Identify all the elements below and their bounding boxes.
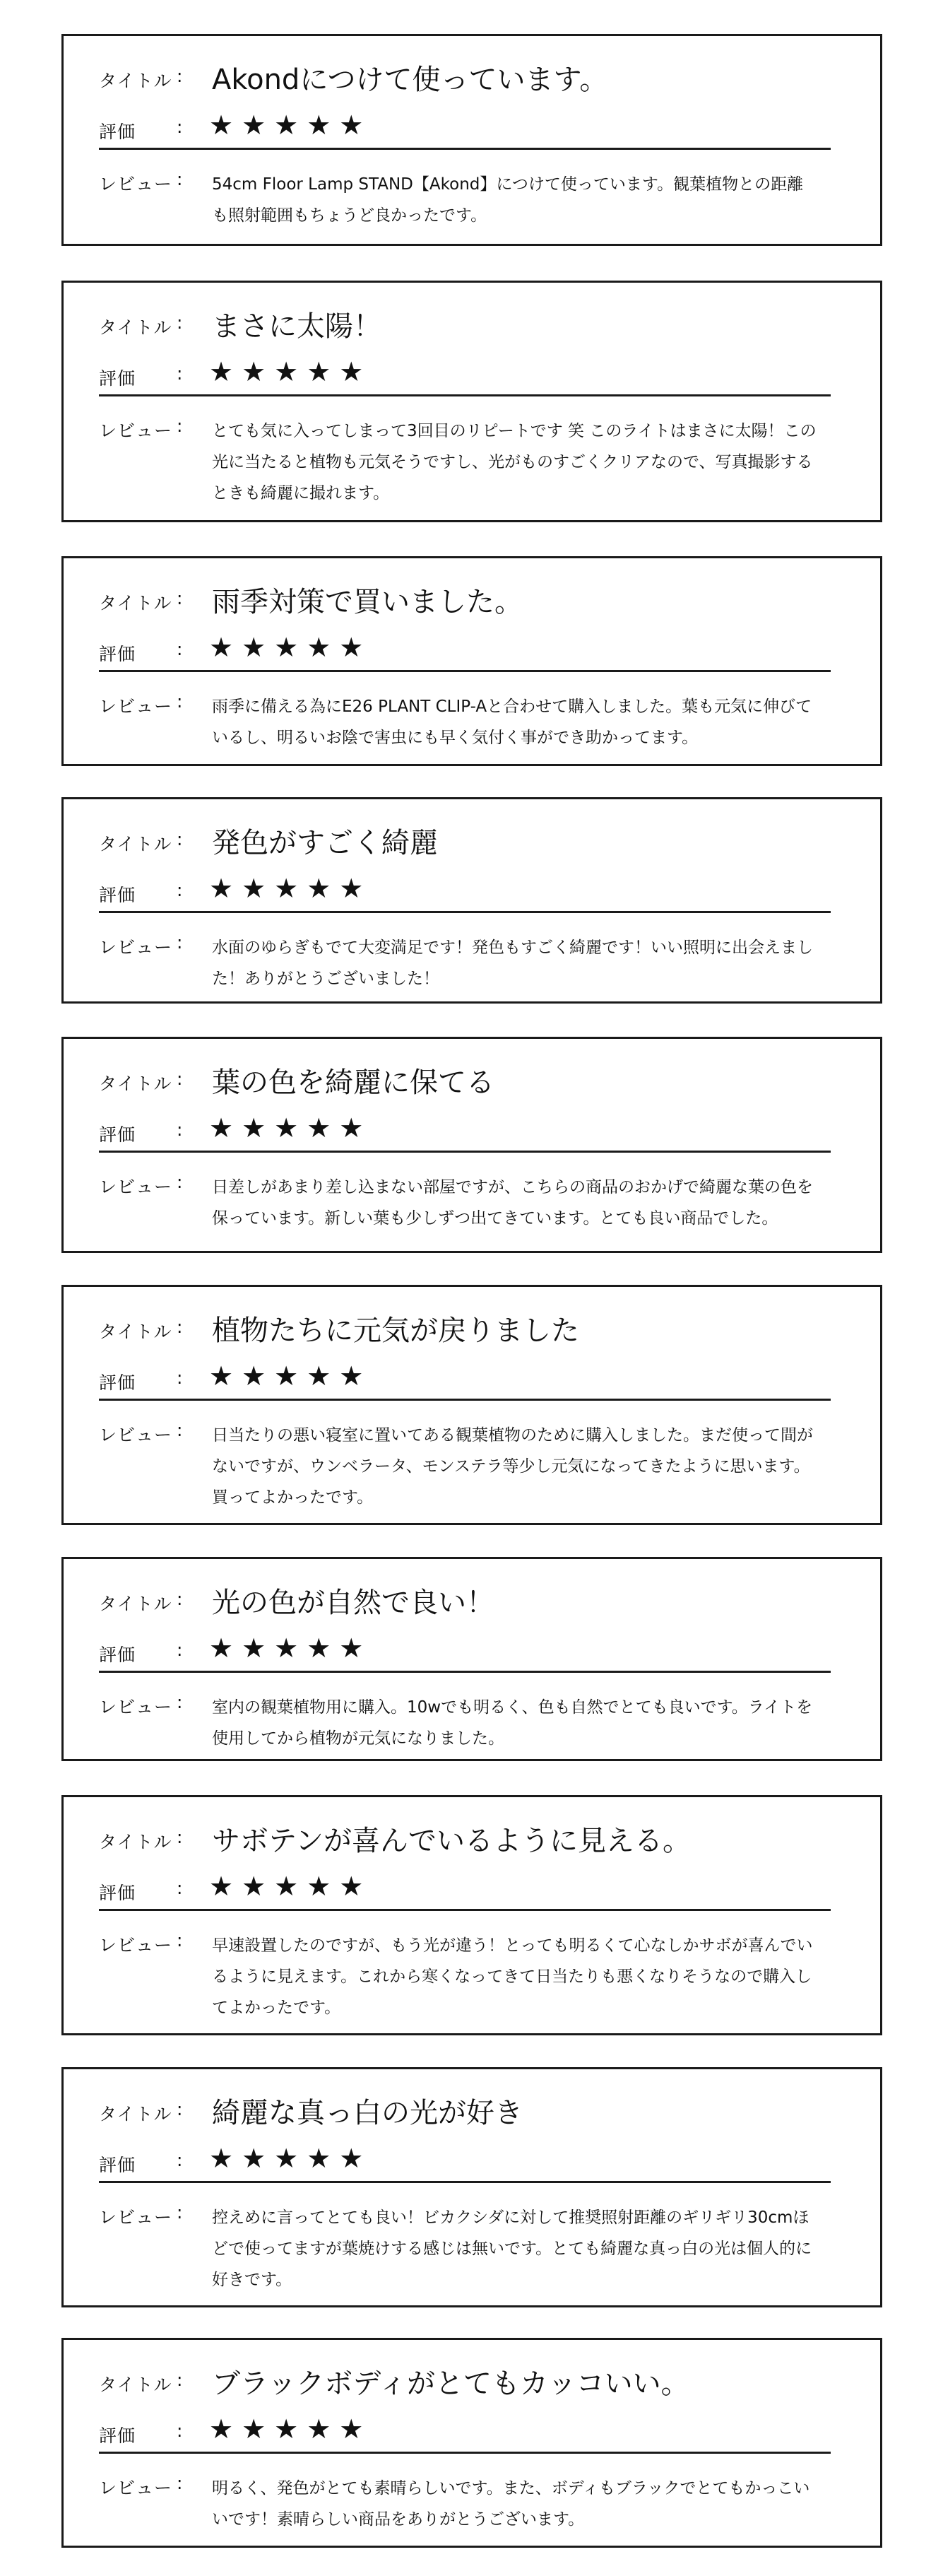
review-colon: : bbox=[177, 1420, 183, 1440]
review-label: レビュー bbox=[99, 174, 173, 194]
review-card bbox=[61, 2067, 882, 2307]
review-card bbox=[61, 1037, 882, 1253]
review-body: 室内の観葉植物用に購入。10wでも明るく、色も自然でとても良いです。ライトを使用してから植物が元気になりました。 bbox=[212, 1698, 813, 1748]
review-label: レビュー bbox=[99, 696, 173, 717]
review-label: レビュー bbox=[99, 420, 173, 441]
review-body: 控えめに言ってとても良い！ビカクシダに対して推奨照射距離のギリギリ30cmほどで使ってますが葉焼けする感じは無いです。とても綺麗な真っ白の光は個人的に好きです。 bbox=[212, 2209, 812, 2289]
rating-colon: : bbox=[177, 1640, 183, 1660]
review-body: 水面のゆらぎもでて大変満足です！発色もすごく綺麗です！いい照明に出会えました！ありがとうございました！ bbox=[212, 939, 813, 988]
title-label: タイトル bbox=[99, 1074, 172, 1094]
review-label: レビュー bbox=[99, 2478, 173, 2498]
title-label: タイトル bbox=[99, 1322, 172, 1342]
rating-stars: ★★★★★ bbox=[209, 1360, 372, 1392]
review-title: 葉の色を綺麗に保てる bbox=[212, 1066, 494, 1099]
review-card bbox=[61, 281, 882, 522]
rating-label: 評価 bbox=[99, 1372, 136, 1393]
rating-colon: : bbox=[177, 880, 183, 900]
rating-stars: ★★★★★ bbox=[209, 632, 372, 663]
review-label: レビュー bbox=[99, 1425, 173, 1445]
review-colon: : bbox=[177, 1692, 183, 1712]
title-colon: : bbox=[177, 1317, 183, 1337]
review-title: Akondにつけて使っています。 bbox=[212, 64, 608, 96]
rating-colon: : bbox=[177, 117, 183, 137]
title-colon: : bbox=[177, 588, 183, 608]
review-card bbox=[61, 1795, 882, 2035]
review-title: ブラックボディがとてもカッコいい。 bbox=[212, 2368, 689, 2400]
rating-stars: ★★★★★ bbox=[209, 2413, 372, 2445]
rating-divider bbox=[99, 2181, 831, 2183]
review-card bbox=[61, 1285, 882, 1525]
rating-divider bbox=[99, 148, 831, 150]
review-title: まさに太陽！ bbox=[212, 310, 381, 343]
review-card bbox=[61, 34, 882, 246]
rating-label: 評価 bbox=[99, 1645, 136, 1665]
rating-colon: : bbox=[177, 2421, 183, 2441]
rating-divider bbox=[99, 1151, 831, 1153]
rating-label: 評価 bbox=[99, 644, 136, 664]
review-card bbox=[61, 1557, 882, 1761]
review-label: レビュー bbox=[99, 1697, 173, 1717]
review-title: 植物たちに元気が戻りました bbox=[212, 1315, 579, 1347]
title-colon: : bbox=[177, 1069, 183, 1089]
title-label: タイトル bbox=[99, 2104, 172, 2124]
rating-stars: ★★★★★ bbox=[209, 1871, 372, 1902]
rating-label: 評価 bbox=[99, 1124, 136, 1145]
review-body: とても気に入ってしまって3回目のリピートです 笑 このライトはまさに太陽！この光に当たると植物も元気そうですし、光がものすごくクリアなので、写真撮影するときも綺麗に撮れます。 bbox=[212, 422, 817, 502]
review-title: 雨季対策で買いました。 bbox=[212, 586, 523, 618]
rating-divider bbox=[99, 1399, 831, 1401]
title-colon: : bbox=[177, 2370, 183, 2390]
rating-divider bbox=[99, 1909, 831, 1911]
review-label: レビュー bbox=[99, 1177, 173, 1197]
rating-divider bbox=[99, 670, 831, 672]
review-colon: : bbox=[177, 1172, 183, 1192]
rating-label: 評価 bbox=[99, 1883, 136, 1903]
rating-label: 評価 bbox=[99, 122, 136, 142]
title-colon: : bbox=[177, 1589, 183, 1609]
rating-colon: : bbox=[177, 2150, 183, 2170]
title-colon: : bbox=[177, 2099, 183, 2119]
review-colon: : bbox=[177, 2473, 183, 2493]
title-label: タイトル bbox=[99, 1594, 172, 1614]
review-body: 雨季に備える為にE26 PLANT CLIP-Aと合わせて購入しました。葉も元気に伸びているし、明るいお陰で害虫にも早く気付く事ができ助かってます。 bbox=[212, 698, 812, 747]
title-label: タイトル bbox=[99, 593, 172, 613]
review-colon: : bbox=[177, 932, 183, 953]
review-body: 日当たりの悪い寝室に置いてある観葉植物のために購入しました。まだ使って間がないですが、ウンベラータ、モンステラ等少し元気になってきたように思います。買ってよかったです。 bbox=[212, 1426, 813, 1507]
rating-colon: : bbox=[177, 1878, 183, 1898]
rating-colon: : bbox=[177, 1119, 183, 1140]
review-colon: : bbox=[177, 691, 183, 712]
review-card bbox=[61, 2338, 882, 2548]
review-title: サボテンが喜んでいるように見える。 bbox=[212, 1825, 691, 1857]
rating-label: 評価 bbox=[99, 885, 136, 905]
rating-divider bbox=[99, 394, 831, 396]
review-colon: : bbox=[177, 169, 183, 189]
title-label: タイトル bbox=[99, 71, 172, 91]
review-body: 54cm Floor Lamp STAND【Akond】につけて使っています。観葉植物との距離も照射範囲もちょうど良かったです。 bbox=[212, 175, 804, 225]
rating-colon: : bbox=[177, 639, 183, 659]
title-colon: : bbox=[177, 66, 183, 86]
rating-colon: : bbox=[177, 1368, 183, 1388]
review-colon: : bbox=[177, 416, 183, 436]
title-label: タイトル bbox=[99, 834, 172, 854]
review-colon: : bbox=[177, 1930, 183, 1951]
review-body: 日差しがあまり差し込まない部屋ですが、こちらの商品のおかげで綺麗な葉の色を保っています。新しい葉も少しずつ出てきています。とても良い商品でした。 bbox=[212, 1178, 813, 1228]
review-card bbox=[61, 797, 882, 1004]
rating-stars: ★★★★★ bbox=[209, 1112, 372, 1143]
title-colon: : bbox=[177, 1827, 183, 1847]
rating-label: 評価 bbox=[99, 368, 136, 389]
review-body: 早速設置したのですが、もう光が違う！とっても明るくて心なしかサボが喜んでいるように見えます。これから寒くなってきて日当たりも悪くなりそうなので購入してよかったです。 bbox=[212, 1936, 813, 2017]
rating-label: 評価 bbox=[99, 2155, 136, 2175]
review-card bbox=[61, 556, 882, 766]
rating-stars: ★★★★★ bbox=[209, 110, 372, 141]
rating-divider bbox=[99, 1671, 831, 1673]
review-title: 発色がすごく綺麗 bbox=[212, 827, 438, 859]
title-colon: : bbox=[177, 829, 183, 849]
title-label: タイトル bbox=[99, 1832, 172, 1852]
title-label: タイトル bbox=[99, 317, 172, 338]
rating-colon: : bbox=[177, 363, 183, 384]
title-colon: : bbox=[177, 312, 183, 333]
title-label: タイトル bbox=[99, 2375, 172, 2395]
review-colon: : bbox=[177, 2202, 183, 2223]
rating-stars: ★★★★★ bbox=[209, 356, 372, 387]
review-title: 綺麗な真っ白の光が好き bbox=[212, 2097, 523, 2129]
rating-stars: ★★★★★ bbox=[209, 1633, 372, 1664]
review-body: 明るく、発色がとても素晴らしいです。また、ボディもブラックでとてもかっこいいです！素晴らしい商品をありがとうございます。 bbox=[212, 2479, 810, 2529]
rating-stars: ★★★★★ bbox=[209, 2143, 372, 2174]
review-title: 光の色が自然で良い！ bbox=[212, 1587, 494, 1619]
review-label: レビュー bbox=[99, 2207, 173, 2228]
rating-divider bbox=[99, 911, 831, 913]
rating-label: 評価 bbox=[99, 2425, 136, 2446]
rating-divider bbox=[99, 2452, 831, 2454]
review-label: レビュー bbox=[99, 937, 173, 958]
review-label: レビュー bbox=[99, 1935, 173, 1955]
rating-stars: ★★★★★ bbox=[209, 873, 372, 904]
